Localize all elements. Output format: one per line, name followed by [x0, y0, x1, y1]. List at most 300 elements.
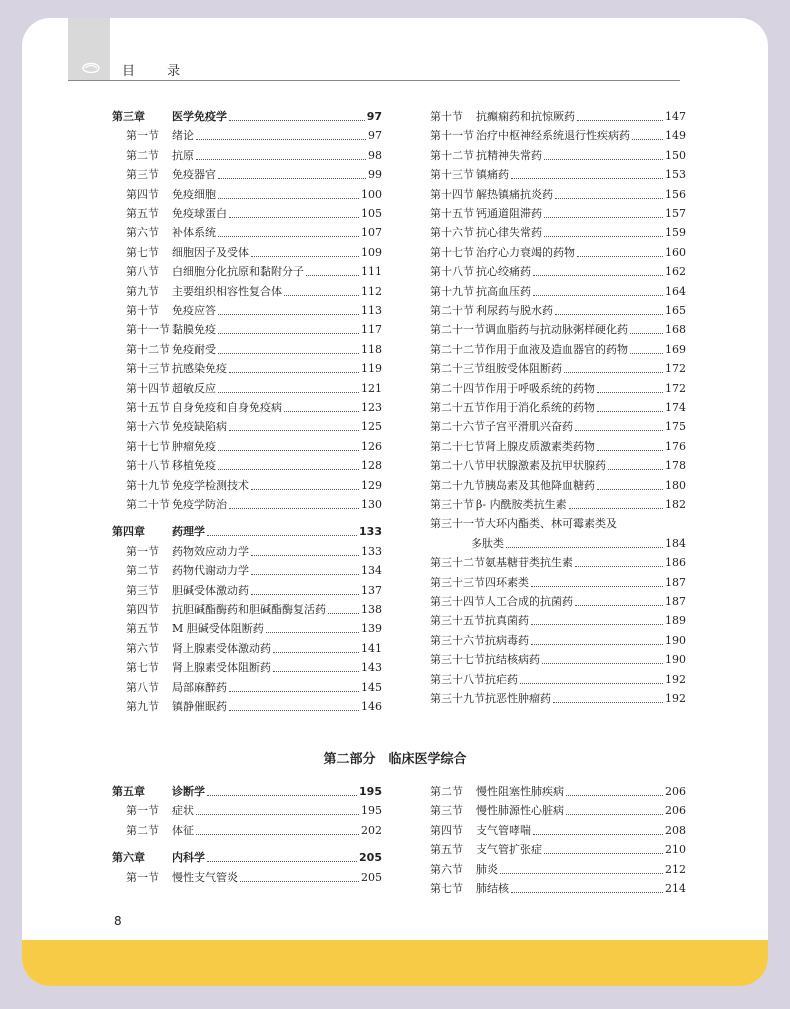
toc-entry-title: 症状	[172, 804, 194, 818]
toc-entry-number: 第三十九节	[430, 692, 485, 705]
toc-entry-number: 第二节	[126, 148, 159, 162]
toc-entry-page: 187	[665, 575, 686, 589]
toc-entry-page: 157	[665, 207, 686, 220]
toc-leader-dots	[520, 683, 663, 684]
toc-section-row[interactable]	[416, 513, 686, 531]
toc-entry-title: 免疫球蛋白	[172, 207, 227, 220]
toc-leader-dots	[218, 392, 359, 393]
toc-leader-dots	[273, 652, 359, 653]
toc-section-row[interactable]	[416, 339, 686, 357]
toc-entry-number: 第三十节	[430, 498, 474, 511]
toc-entry-number: 第十二节	[430, 148, 474, 162]
toc-entry-title: 移植免疫	[172, 459, 216, 473]
toc-entry-title: 慢性支气管炎	[172, 870, 238, 884]
toc-section-row[interactable]	[416, 688, 686, 706]
toc-entry-number: 第九节	[126, 700, 159, 713]
toc-entry-page: 195	[359, 785, 382, 798]
toc-section-row[interactable]	[416, 300, 686, 318]
toc-leader-dots	[569, 508, 663, 509]
toc-entry-number: 第六节	[430, 862, 463, 876]
toc-section-row[interactable]	[112, 242, 382, 260]
toc-section-row[interactable]	[416, 455, 686, 473]
toc-leader-dots	[555, 198, 663, 199]
toc-entry-number: 第三节	[126, 583, 159, 597]
toc-entry-page: 172	[665, 362, 686, 376]
toc-entry-number: 第十五节	[126, 401, 170, 414]
toc-entry-number: 第五节	[430, 843, 463, 857]
toc-entry-number: 第二十九节	[430, 478, 485, 492]
toc-entry-title: 大环内酯类、林可霉素类及	[485, 517, 617, 531]
toc-section-row[interactable]	[112, 300, 382, 318]
toc-entry-page: 175	[665, 420, 686, 434]
toc-section-row[interactable]	[416, 281, 686, 299]
toc-entry-number: 第三十七节	[430, 653, 485, 667]
toc-entry-title: 抗恶性肿瘤药	[485, 692, 551, 705]
toc-section-row[interactable]	[416, 878, 686, 896]
toc-leader-dots	[229, 508, 359, 509]
toc-entry-title: 钙通道阻滞药	[476, 207, 542, 220]
toc-entry-page: 145	[361, 680, 382, 694]
toc-section-row[interactable]	[112, 677, 382, 695]
toc-section-row[interactable]	[112, 203, 382, 221]
toc-entry-number: 第十六节	[126, 420, 170, 434]
toc-entry-title: 肺炎	[476, 862, 498, 876]
toc-section-row[interactable]	[416, 610, 686, 628]
toc-entry-number: 第十九节	[126, 478, 170, 492]
toc-leader-dots	[229, 691, 359, 692]
toc-leader-dots	[577, 256, 663, 257]
toc-entry-page: 138	[361, 603, 382, 616]
toc-section-row[interactable]	[416, 397, 686, 415]
toc-entry-number: 第十四节	[126, 381, 170, 395]
toc-leader-dots	[229, 372, 359, 373]
toc-section-row[interactable]	[112, 261, 382, 279]
toc-entry-page: 98	[368, 148, 382, 162]
toc-entry-number: 第十节	[430, 110, 463, 123]
toc-leader-dots	[218, 236, 359, 237]
toc-entry-title: 多肽类	[471, 536, 504, 550]
toc-entry-page: 139	[361, 622, 382, 636]
toc-leader-dots	[218, 198, 359, 199]
toc-section-row[interactable]	[416, 839, 686, 857]
toc-entry-number: 第三十五节	[430, 614, 485, 628]
toc-section-row[interactable]	[112, 541, 382, 559]
toc-leader-dots	[251, 574, 359, 575]
toc-section-row[interactable]	[112, 580, 382, 598]
toc-leader-dots	[533, 834, 663, 835]
toc-entry-number: 第一节	[126, 129, 159, 143]
toc-entry-page: 189	[665, 614, 686, 628]
toc-leader-dots	[555, 314, 663, 315]
toc-section-row[interactable]	[416, 242, 686, 260]
toc-entry-page: 190	[665, 653, 686, 667]
toc-entry-page: 160	[665, 245, 686, 259]
toc-leader-dots	[251, 489, 359, 490]
toc-leader-dots	[630, 353, 663, 354]
toc-section-row[interactable]	[416, 494, 686, 512]
toc-leader-dots	[566, 814, 663, 815]
toc-entry-page: 187	[665, 595, 686, 608]
part-title: 第二部分 临床医学综合	[323, 752, 467, 767]
toc-entry-number: 第十节	[126, 304, 159, 317]
toc-entry-page: 133	[361, 544, 382, 558]
toc-entry-page: 172	[665, 381, 686, 395]
toc-leader-dots	[577, 120, 663, 121]
toc-section-row[interactable]	[112, 657, 382, 675]
toc-section-row[interactable]	[112, 560, 382, 578]
toc-entry-page: 105	[361, 207, 382, 220]
toc-leader-dots	[511, 178, 663, 179]
toc-entry-number: 第二十八节	[430, 459, 485, 473]
toc-entry-number: 第九节	[126, 284, 159, 298]
toc-leader-dots	[229, 120, 365, 121]
toc-leader-dots	[284, 295, 359, 296]
toc-entry-title: 抗感染免疫	[172, 362, 227, 376]
toc-section-row[interactable]	[416, 145, 686, 163]
toc-section-row[interactable]	[416, 164, 686, 182]
toc-entry-title: 作用于呼吸系统的药物	[485, 381, 595, 395]
toc-entry-number: 第二十七节	[430, 439, 485, 453]
toc-entry-title: 抗心绞痛药	[476, 265, 531, 279]
toc-entry-number: 第二十四节	[430, 381, 485, 395]
toc-chapter-row[interactable]	[112, 106, 382, 124]
toc-section-row[interactable]	[112, 820, 382, 838]
toc-entry-page: 210	[665, 843, 686, 857]
toc-entry-number: 第一节	[126, 804, 159, 818]
toc-entry-number: 第一节	[126, 544, 159, 558]
toc-leader-dots	[196, 139, 366, 140]
toc-entry-page: 118	[361, 342, 382, 356]
toc-section-row[interactable]	[112, 164, 382, 182]
toc-entry-page: 162	[665, 265, 686, 279]
toc-entry-title: 支气管哮喘	[476, 823, 531, 837]
toc-entry-number: 第五章	[112, 785, 145, 798]
toc-entry-title: 肿瘤免疫	[172, 439, 216, 453]
toc-entry-number: 第四节	[430, 823, 463, 837]
toc-entry-page: 125	[361, 420, 382, 434]
toc-entry-page: 208	[665, 823, 686, 837]
toc-entry-title: 药物代谢动力学	[172, 564, 249, 578]
toc-entry-number: 第三十四节	[430, 595, 485, 608]
toc-section-row[interactable]	[112, 145, 382, 163]
toc-entry-title: 细胞因子及受体	[172, 245, 249, 259]
toc-section-row[interactable]	[112, 696, 382, 714]
toc-section-row[interactable]	[416, 669, 686, 687]
toc-entry-number: 第十四节	[430, 187, 474, 201]
toc-section-row[interactable]	[112, 416, 382, 434]
toc-entry-title: 治疗心力衰竭的药物	[476, 245, 575, 259]
toc-entry-title: 抗胆碱酯酶药和胆碱酯酶复活药	[172, 603, 326, 616]
toc-section-row[interactable]	[112, 436, 382, 454]
toc-section-row[interactable]	[112, 339, 382, 357]
toc-leader-dots	[575, 605, 663, 606]
toc-entry-number: 第三十八节	[430, 672, 485, 686]
toc-entry-number: 第十六节	[430, 226, 474, 240]
toc-entry-page: 129	[361, 478, 382, 492]
toc-leader-dots	[500, 873, 663, 874]
toc-entry-number: 第二十一节	[430, 323, 485, 337]
toc-section-row[interactable]	[416, 358, 686, 376]
toc-entry-title: M 胆碱受体阻断药	[172, 622, 264, 636]
toc-entry-number: 第十八节	[430, 265, 474, 279]
toc-entry-page: 180	[665, 478, 686, 492]
toc-entry-title: 医学免疫学	[172, 110, 227, 123]
toc-leader-dots	[251, 555, 359, 556]
toc-leader-dots	[575, 566, 663, 567]
toc-entry-page: 146	[361, 700, 382, 713]
toc-entry-page: 192	[665, 692, 686, 705]
toc-leader-dots	[564, 372, 663, 373]
toc-leader-dots	[328, 613, 359, 614]
toc-entry-title: 组胺受体阻断药	[485, 362, 562, 376]
toc-entry-number: 第十八节	[126, 459, 170, 473]
toc-entry-number: 第二十节	[430, 304, 474, 317]
toc-chapter-row[interactable]	[112, 847, 382, 865]
page-number: 8	[114, 914, 122, 928]
toc-section-row[interactable]	[416, 184, 686, 202]
toc-entry-number: 第三十六节	[430, 633, 485, 647]
toc-entry-page: 190	[665, 633, 686, 647]
toc-entry-page: 111	[361, 265, 382, 279]
toc-leader-dots	[240, 881, 359, 882]
toc-entry-title: 抗原	[172, 148, 194, 162]
toc-entry-number: 第六章	[112, 851, 145, 865]
toc-leader-dots	[218, 314, 359, 315]
toc-entry-title: 抗精神失常药	[476, 148, 542, 162]
toc-entry-page: 156	[665, 187, 686, 201]
toc-entry-number: 第十三节	[126, 362, 170, 376]
toc-entry-number: 第一节	[126, 870, 159, 884]
toc-section-row[interactable]	[416, 203, 686, 221]
toc-leader-dots	[597, 411, 663, 412]
toc-entry-title: 局部麻醉药	[172, 680, 227, 694]
toc-entry-page: 109	[361, 245, 382, 259]
toc-entry-number: 第四节	[126, 603, 159, 616]
toc-entry-number: 第五节	[126, 207, 159, 220]
toc-entry-page: 206	[665, 804, 686, 818]
toc-leader-dots	[553, 702, 663, 703]
toc-entry-page: 174	[665, 401, 686, 414]
toc-entry-title: 子宫平滑肌兴奋药	[485, 420, 573, 434]
toc-leader-dots	[218, 333, 359, 334]
toc-leader-dots	[284, 411, 359, 412]
toc-leader-dots	[207, 535, 357, 536]
toc-section-row[interactable]	[112, 397, 382, 415]
toc-entry-title: 肾上腺素受体阻断药	[172, 661, 271, 675]
toc-entry-title: 抗结核病药	[485, 653, 540, 667]
toc-entry-title: 免疫学检测技术	[172, 478, 249, 492]
toc-section-row[interactable]	[112, 618, 382, 636]
toc-section-row[interactable]	[416, 572, 686, 590]
toc-section-row[interactable]	[416, 859, 686, 877]
toc-section-row[interactable]	[112, 455, 382, 473]
toc-leader-dots	[544, 236, 663, 237]
toc-leader-dots	[597, 392, 663, 393]
toc-leader-dots	[229, 217, 359, 218]
toc-section-row[interactable]	[112, 638, 382, 656]
toc-section-row[interactable]	[416, 475, 686, 493]
toc-section-row[interactable]	[416, 820, 686, 838]
toc-entry-number: 第十五节	[430, 207, 474, 220]
toc-entry-number: 第四节	[126, 187, 159, 201]
toc-entry-title: 抗高血压药	[476, 284, 531, 298]
toc-entry-title: 抗真菌药	[485, 614, 529, 628]
toc-entry-title: 镇痛药	[476, 168, 509, 182]
toc-section-row[interactable]	[112, 222, 382, 240]
header-rule	[68, 80, 680, 81]
toc-entry-title: 绪论	[172, 129, 194, 143]
toc-entry-number: 第三章	[112, 110, 145, 123]
toc-entry-page: 214	[665, 882, 686, 895]
toc-entry-page: 123	[361, 401, 382, 414]
toc-entry-number: 第三十二节	[430, 556, 485, 570]
toc-entry-title: 抗癫痫药和抗惊厥药	[476, 110, 575, 123]
toc-section-row[interactable]	[416, 416, 686, 434]
toc-entry-title: 抗病毒药	[485, 633, 529, 647]
toc-entry-page: 205	[361, 870, 382, 884]
toc-entry-number: 第五节	[126, 622, 159, 636]
toc-entry-number: 第二节	[126, 564, 159, 578]
toc-entry-number: 第四章	[112, 525, 145, 539]
toc-entry-title: 补体系统	[172, 226, 216, 240]
toc-entry-page: 153	[665, 168, 686, 182]
toc-leader-dots	[207, 795, 357, 796]
toc-entry-title: 解热镇痛抗炎药	[476, 187, 553, 201]
toc-section-row[interactable]	[112, 281, 382, 299]
toc-entry-title: 抗疟药	[485, 672, 518, 686]
toc-entry-number: 第七节	[430, 882, 463, 895]
toc-leader-dots	[207, 861, 357, 862]
toc-chapter-row[interactable]	[112, 781, 382, 799]
toc-section-row[interactable]	[416, 630, 686, 648]
toc-entry-number: 第二节	[126, 823, 159, 837]
toc-entry-title: 慢性阻塞性肺疾病	[476, 785, 564, 798]
toc-section-row[interactable]	[416, 781, 686, 799]
toc-entry-number: 第十一节	[430, 129, 474, 143]
toc-entry-page: 126	[361, 439, 382, 453]
toc-section-row[interactable]	[112, 800, 382, 818]
toc-section-row[interactable]	[416, 222, 686, 240]
toc-leader-dots	[630, 333, 663, 334]
toc-entry-title: 治疗中枢神经系统退行性疾病药	[476, 129, 630, 143]
toc-section-row[interactable]	[416, 552, 686, 570]
toc-section-row[interactable]	[112, 494, 382, 512]
toc-entry-page: 130	[361, 498, 382, 511]
toc-entry-page: 178	[665, 459, 686, 473]
toc-leader-dots	[542, 663, 663, 664]
toc-entry-title: 体征	[172, 823, 194, 837]
toc-section-row[interactable]	[416, 378, 686, 396]
toc-entry-number: 第十七节	[430, 245, 474, 259]
toc-entry-title: 主要组织相容性复合体	[172, 284, 282, 298]
toc-leader-dots	[544, 853, 663, 854]
toc-leader-dots	[597, 489, 663, 490]
header-title: 目 录	[122, 64, 195, 79]
toc-entry-number: 第三节	[126, 168, 159, 182]
footer-band	[22, 940, 768, 986]
toc-entry-title: 免疫应答	[172, 304, 216, 317]
toc-section-row[interactable]	[416, 436, 686, 454]
toc-section-row[interactable]	[112, 319, 382, 337]
toc-entry-number: 第七节	[126, 661, 159, 675]
toc-leader-dots	[566, 795, 663, 796]
toc-entry-title: 肾上腺素受体激动药	[172, 641, 271, 655]
toc-entry-number: 第七节	[126, 245, 159, 259]
toc-entry-title: 白细胞分化抗原和黏附分子	[172, 265, 304, 279]
toc-entry-title: 自身免疫和自身免疫病	[172, 401, 282, 414]
toc-entry-page: 133	[359, 525, 382, 539]
toc-entry-title: 超敏反应	[172, 381, 216, 395]
toc-leader-dots	[218, 353, 359, 354]
toc-leader-dots	[196, 159, 366, 160]
toc-section-row[interactable]	[112, 184, 382, 202]
toc-leader-dots	[229, 430, 359, 431]
toc-leader-dots	[608, 469, 663, 470]
toc-section-row[interactable]	[112, 475, 382, 493]
toc-entry-page: 202	[361, 823, 382, 837]
toc-leader-dots	[544, 159, 663, 160]
toc-entry-title: 作用于血液及造血器官的药物	[485, 342, 628, 356]
toc-entry-number: 第三十三节	[430, 575, 485, 589]
toc-section-row[interactable]	[416, 533, 686, 551]
toc-entry-page: 147	[665, 110, 686, 123]
toc-leader-dots	[218, 450, 359, 451]
toc-leader-dots	[229, 710, 359, 711]
toc-section-row[interactable]	[416, 649, 686, 667]
toc-entry-page: 117	[361, 323, 382, 337]
toc-entry-number: 第十二节	[126, 342, 170, 356]
toc-entry-title: 作用于消化系统的药物	[485, 401, 595, 414]
toc-entry-page: 119	[361, 362, 382, 376]
toc-section-row[interactable]	[112, 358, 382, 376]
toc-entry-title: 免疫器官	[172, 168, 216, 182]
toc-entry-title: 利尿药与脱水药	[476, 304, 553, 317]
toc-section-row[interactable]	[112, 378, 382, 396]
toc-entry-number: 第八节	[126, 265, 159, 279]
toc-section-row[interactable]	[416, 591, 686, 609]
toc-entry-page: 206	[665, 785, 686, 798]
toc-entry-page: 176	[665, 439, 686, 453]
toc-section-row[interactable]	[416, 106, 686, 124]
toc-entry-title: 药物效应动力学	[172, 544, 249, 558]
toc-section-row[interactable]	[416, 319, 686, 337]
toc-section-row[interactable]	[416, 800, 686, 818]
toc-entry-title: 免疫学防治	[172, 498, 227, 511]
toc-entry-title: 人工合成的抗菌药	[485, 595, 573, 608]
toc-entry-title: 胰岛素及其他降血糖药	[485, 478, 595, 492]
toc-section-row[interactable]	[112, 867, 382, 885]
toc-section-row[interactable]	[416, 125, 686, 143]
toc-section-row[interactable]	[416, 261, 686, 279]
toc-chapter-row[interactable]	[112, 521, 382, 539]
toc-entry-page: 164	[665, 284, 686, 298]
toc-entry-page: 182	[665, 498, 686, 511]
toc-entry-number: 第二十六节	[430, 420, 485, 434]
toc-section-row[interactable]	[112, 599, 382, 617]
toc-entry-number: 第六节	[126, 641, 159, 655]
toc-entry-title: 免疫耐受	[172, 342, 216, 356]
toc-entry-title: 诊断学	[172, 785, 205, 798]
toc-entry-title: β- 内酰胺类抗生素	[476, 498, 567, 511]
toc-entry-title: 四环素类	[485, 575, 529, 589]
toc-entry-page: 137	[361, 583, 382, 597]
toc-leader-dots	[273, 671, 359, 672]
toc-section-row[interactable]	[112, 125, 382, 143]
toc-leader-dots	[251, 594, 359, 595]
toc-entry-page: 97	[366, 110, 382, 123]
toc-entry-page: 112	[361, 284, 382, 298]
toc-leader-dots	[218, 469, 359, 470]
